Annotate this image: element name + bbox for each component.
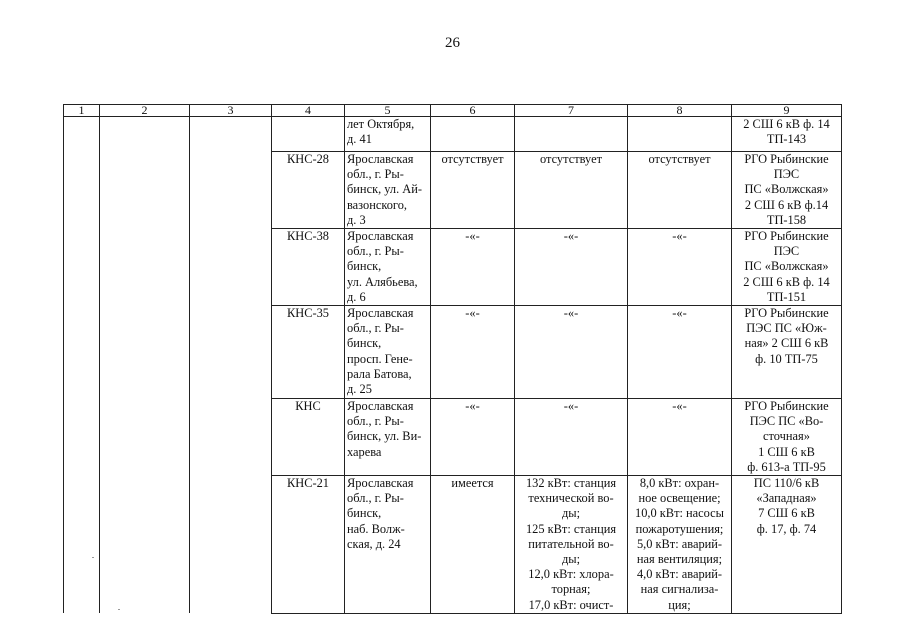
cell-line: ПС «Волжская» <box>744 259 829 274</box>
cell-line: ТП-143 <box>766 132 807 147</box>
cell-line: 4,0 кВт: аварий- <box>636 567 723 582</box>
table-cell <box>431 117 515 152</box>
cell-line: харева <box>347 444 382 459</box>
cell-line: торная; <box>551 582 591 597</box>
cell-line: ная вентиляция; <box>636 552 723 567</box>
cell-line: бинск, <box>347 506 382 521</box>
table-cell <box>431 229 515 306</box>
cell-line: РГО Рыбинские <box>744 399 829 414</box>
table-cell-empty <box>64 306 100 399</box>
cell-line: -«- <box>672 306 687 321</box>
cell-line: Ярославская <box>347 229 414 244</box>
column-header: 9 <box>732 105 842 117</box>
table-body <box>64 117 842 614</box>
table-cell <box>515 399 628 476</box>
cell-line: ная сигнализа- <box>640 582 719 597</box>
table-row <box>64 399 842 476</box>
scan-speck <box>92 557 94 558</box>
cell-line: -«- <box>563 399 579 414</box>
cell-line: ф. 17, ф. 74 <box>756 521 817 536</box>
cell-line: ПЭС ПС «Во- <box>749 414 824 429</box>
object-name-cell: КНС-21 <box>272 476 345 614</box>
cell-line: бинск, <box>347 336 382 351</box>
table-cell-empty <box>64 229 100 306</box>
table-cell <box>515 117 628 152</box>
object-name-cell: КНС-35 <box>272 306 345 399</box>
cell-line: обл., г. Ры- <box>347 244 404 259</box>
cell-line: 2 СШ 6 кВ ф. 14 <box>743 274 830 289</box>
cell-line: -«- <box>563 229 579 244</box>
cell-line: 1 СШ 6 кВ <box>758 444 815 459</box>
cell-line: РГО Рыбинские <box>744 229 829 244</box>
table-cell <box>431 476 515 614</box>
table-cell <box>515 152 628 229</box>
table-row <box>64 306 842 399</box>
address-cell <box>345 117 431 152</box>
cell-line: ул. Алябьева, <box>347 274 418 289</box>
table-cell-empty <box>64 152 100 229</box>
table-cell-empty <box>190 306 272 399</box>
table-cell-empty <box>100 117 190 152</box>
data-table <box>63 104 842 614</box>
table-cell-empty <box>100 476 190 614</box>
table-cell <box>431 152 515 229</box>
column-header: 4 <box>272 105 345 117</box>
cell-line: отсутствует <box>648 152 711 166</box>
table-cell <box>732 306 842 399</box>
cell-line: 12,0 кВт: хлора- <box>528 567 614 582</box>
cell-line: отсутствует <box>540 152 602 166</box>
table-cell-empty <box>100 399 190 476</box>
cell-line: 2 СШ 6 кВ ф.14 <box>744 197 829 212</box>
table-cell <box>732 152 842 229</box>
column-header: 5 <box>345 105 431 117</box>
table-cell-empty <box>190 476 272 614</box>
table-cell <box>628 229 732 306</box>
cell-line: 125 кВт: станция <box>525 521 617 536</box>
object-name-cell: КНС-28 <box>272 152 345 229</box>
cell-line: обл., г. Ры- <box>347 414 404 429</box>
table-cell <box>515 476 628 614</box>
table-row <box>64 476 842 614</box>
cell-line: ция; <box>668 597 691 612</box>
table-cell-empty <box>100 152 190 229</box>
object-name-cell: КНС <box>272 399 345 476</box>
header-row <box>64 105 842 117</box>
cell-line: питательной во- <box>528 536 614 551</box>
cell-line: ф. 10 ТП-75 <box>755 351 818 366</box>
cell-line: 5,0 кВт: аварий- <box>636 536 723 551</box>
cell-line: лет Октября, <box>347 117 415 131</box>
cell-line: 8,0 кВт: охран- <box>639 476 720 491</box>
table-row <box>64 152 842 229</box>
cell-line: Ярославская <box>347 399 414 414</box>
address-cell <box>345 399 431 476</box>
cell-line: 7 СШ 6 кВ <box>758 506 815 521</box>
column-header: 2 <box>100 105 190 117</box>
table-row <box>64 117 842 152</box>
cell-line: ТП-158 <box>766 212 807 227</box>
cell-line: ное освещение; <box>638 491 721 506</box>
cell-line: Ярославская <box>347 306 414 321</box>
cell-line: Ярославская <box>347 476 414 491</box>
table-cell <box>732 399 842 476</box>
cell-line: РГО Рыбинские <box>744 152 829 166</box>
cell-line: д. 3 <box>347 212 366 227</box>
table-cell-empty <box>64 117 100 152</box>
cell-line: бинск, ул. Ай- <box>347 182 423 197</box>
table-cell-empty <box>190 152 272 229</box>
cell-line: «Западная» <box>756 491 817 506</box>
page-number: 26 <box>445 35 460 51</box>
cell-line: ТП-151 <box>766 289 807 304</box>
table-cell <box>628 306 732 399</box>
cell-line: -«- <box>672 229 687 244</box>
object-name-cell <box>272 117 345 152</box>
cell-line: ПЭС <box>773 167 800 182</box>
table-cell <box>628 476 732 614</box>
table-cell-empty <box>64 476 100 614</box>
cell-line: просп. Гене- <box>347 351 413 366</box>
cell-line: ная» 2 СШ 6 кВ <box>744 336 829 351</box>
cell-line: обл., г. Ры- <box>347 321 404 336</box>
cell-line: д. 25 <box>347 382 372 397</box>
table-cell-empty <box>100 229 190 306</box>
cell-line: ды; <box>561 552 581 567</box>
table-cell <box>431 399 515 476</box>
table-cell-empty <box>190 117 272 152</box>
table-cell-empty <box>100 306 190 399</box>
cell-line: технической во- <box>528 491 614 506</box>
table-cell <box>732 117 842 152</box>
column-header: 3 <box>190 105 272 117</box>
table-cell-empty <box>190 399 272 476</box>
cell-line: -«- <box>465 229 480 244</box>
address-cell <box>345 306 431 399</box>
table-cell <box>628 152 732 229</box>
table-row <box>64 229 842 306</box>
table-cell <box>431 306 515 399</box>
cell-line: вазонского, <box>347 197 407 212</box>
cell-line: д. 6 <box>347 289 366 304</box>
cell-line: обл., г. Ры- <box>347 167 404 182</box>
cell-line: ская, д. 24 <box>347 536 401 551</box>
cell-line: -«- <box>465 399 480 414</box>
column-header: 1 <box>64 105 100 117</box>
cell-line: отсутствует <box>441 152 504 166</box>
cell-line: бинск, <box>347 259 382 274</box>
cell-line: ПЭС ПС «Юж- <box>746 321 827 336</box>
table-cell <box>628 117 732 152</box>
address-cell <box>345 229 431 306</box>
table-cell <box>515 306 628 399</box>
cell-line: ПС «Волжская» <box>744 182 829 197</box>
cell-line: имеется <box>451 476 494 491</box>
cell-line: пожаротушения; <box>635 521 724 536</box>
cell-line: 10,0 кВт: насосы <box>635 506 724 521</box>
table-cell <box>732 229 842 306</box>
cell-line: рала Батова, <box>347 366 412 381</box>
cell-line: -«- <box>465 306 480 321</box>
cell-line: 17,0 кВт: очист- <box>528 597 614 612</box>
cell-line: д. 41 <box>347 132 372 147</box>
cell-line: 2 СШ 6 кВ ф. 14 <box>743 117 830 131</box>
table-cell <box>732 476 842 614</box>
column-header: 8 <box>628 105 732 117</box>
cell-line: -«- <box>672 399 687 414</box>
cell-line: ф. 613-а ТП-95 <box>747 459 826 474</box>
cell-line: Ярославская <box>347 152 414 166</box>
table-cell-empty <box>64 399 100 476</box>
cell-line: -«- <box>563 306 579 321</box>
cell-line: наб. Волж- <box>347 521 405 536</box>
cell-line: 132 кВт: станция <box>525 476 617 491</box>
cell-line: РГО Рыбинские <box>744 306 829 321</box>
cell-line: ды; <box>561 506 581 521</box>
address-cell <box>345 476 431 614</box>
column-header: 7 <box>515 105 628 117</box>
cell-line: обл., г. Ры- <box>347 491 404 506</box>
cell-line: ПЭС <box>773 244 800 259</box>
address-cell <box>345 152 431 229</box>
cell-line: ПС 110/6 кВ <box>753 476 820 491</box>
cell-line: сточная» <box>763 429 810 444</box>
cell-line: бинск, ул. Ви- <box>347 429 422 444</box>
column-header: 6 <box>431 105 515 117</box>
table-cell-empty <box>190 229 272 306</box>
table-cell <box>628 399 732 476</box>
table-cell <box>515 229 628 306</box>
object-name-cell: КНС-38 <box>272 229 345 306</box>
scan-speck <box>118 609 120 610</box>
